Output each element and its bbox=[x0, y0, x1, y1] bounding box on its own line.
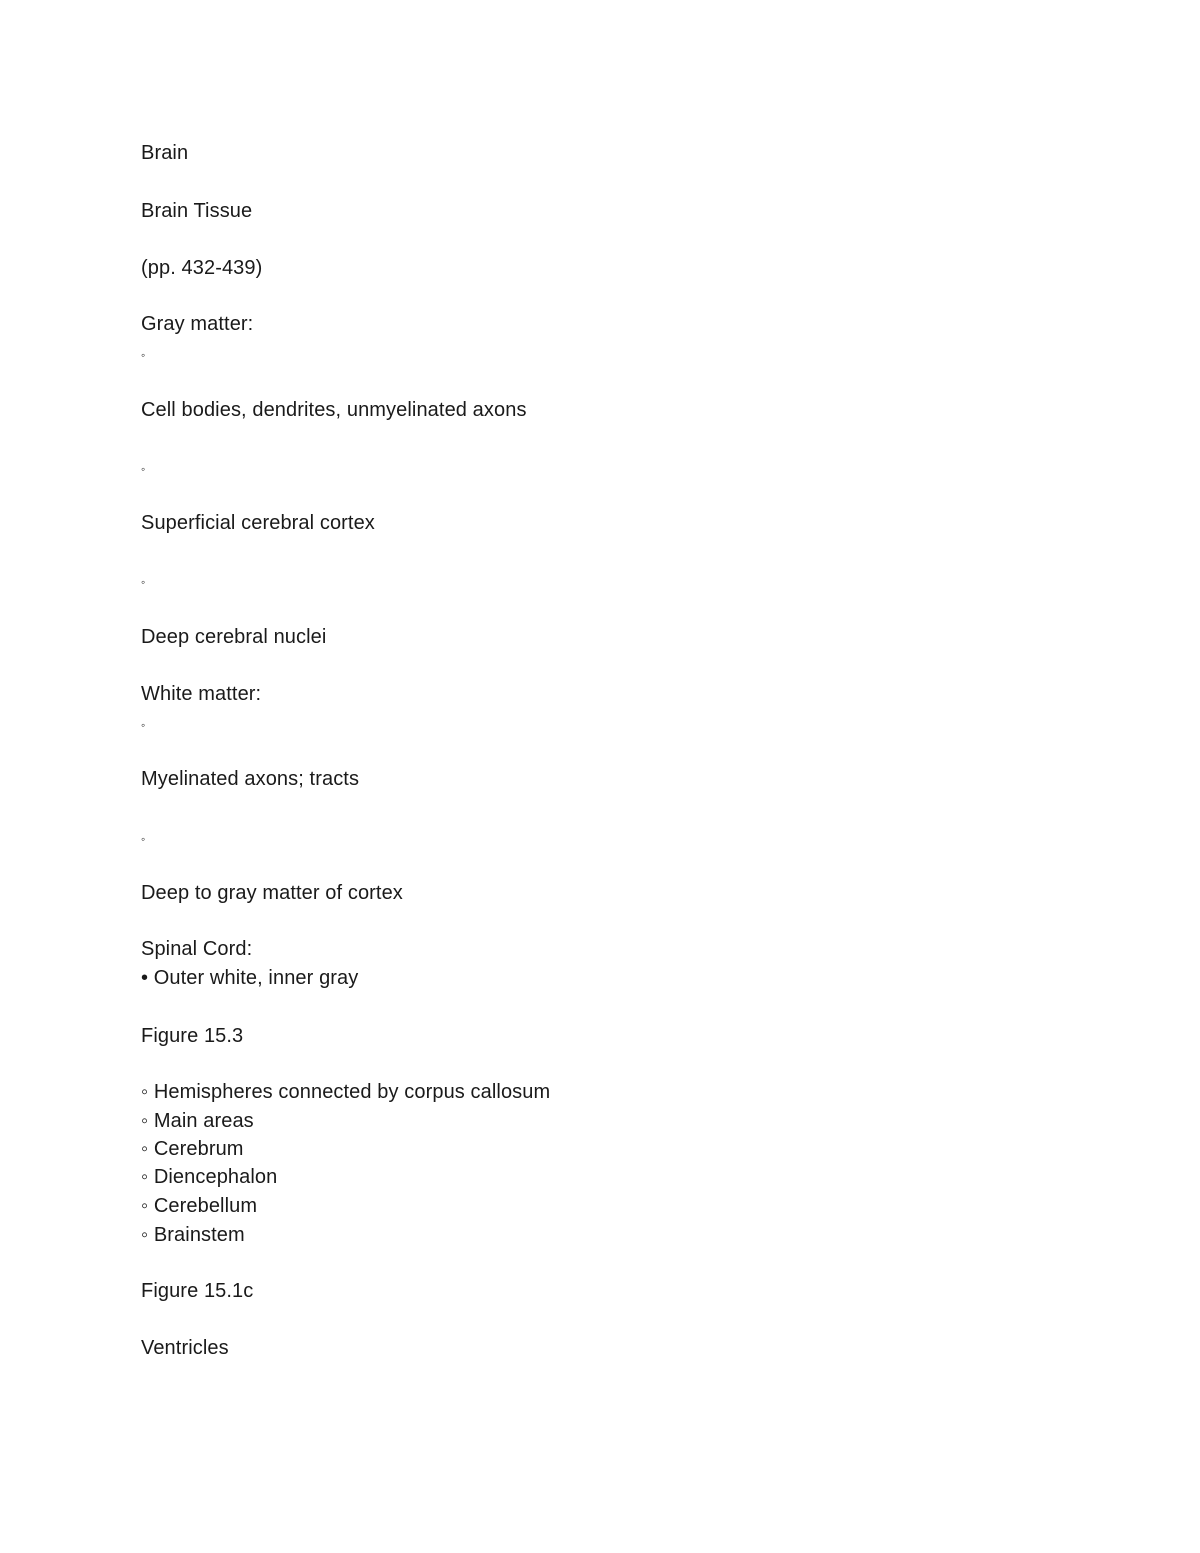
section-heading-ventricles: Ventricles bbox=[141, 1337, 229, 1359]
document-title: Brain bbox=[141, 142, 189, 164]
white-matter-item: Deep to gray matter of cortex bbox=[141, 882, 403, 904]
bullet-icon: ◦ bbox=[141, 348, 146, 362]
list-item: ◦ Hemispheres connected by corpus callosum bbox=[141, 1081, 551, 1103]
bullet-icon: ◦ bbox=[141, 575, 146, 589]
bullet-icon: ◦ bbox=[141, 718, 146, 732]
list-item: ◦ Cerebrum bbox=[141, 1138, 244, 1160]
section-heading: Brain Tissue bbox=[141, 200, 253, 222]
gray-matter-item: Deep cerebral nuclei bbox=[141, 626, 327, 648]
gray-matter-item: Cell bodies, dendrites, unmyelinated axons bbox=[141, 399, 527, 421]
white-matter-heading: White matter: bbox=[141, 683, 262, 705]
list-item: ◦ Main areas bbox=[141, 1110, 254, 1132]
figure-caption: Figure 15.1c bbox=[141, 1280, 254, 1302]
spinal-cord-item: • Outer white, inner gray bbox=[141, 967, 359, 989]
bullet-icon: ◦ bbox=[141, 462, 146, 476]
gray-matter-item: Superficial cerebral cortex bbox=[141, 512, 375, 534]
white-matter-item: Myelinated axons; tracts bbox=[141, 768, 360, 790]
page-reference: (pp. 432-439) bbox=[141, 257, 263, 279]
bullet-icon: ◦ bbox=[141, 832, 146, 846]
list-item: ◦ Brainstem bbox=[141, 1224, 245, 1246]
gray-matter-heading: Gray matter: bbox=[141, 313, 254, 335]
figure-caption: Figure 15.3 bbox=[141, 1025, 244, 1047]
spinal-cord-heading: Spinal Cord: bbox=[141, 938, 253, 960]
list-item: ◦ Cerebellum bbox=[141, 1195, 258, 1217]
list-item: ◦ Diencephalon bbox=[141, 1166, 278, 1188]
